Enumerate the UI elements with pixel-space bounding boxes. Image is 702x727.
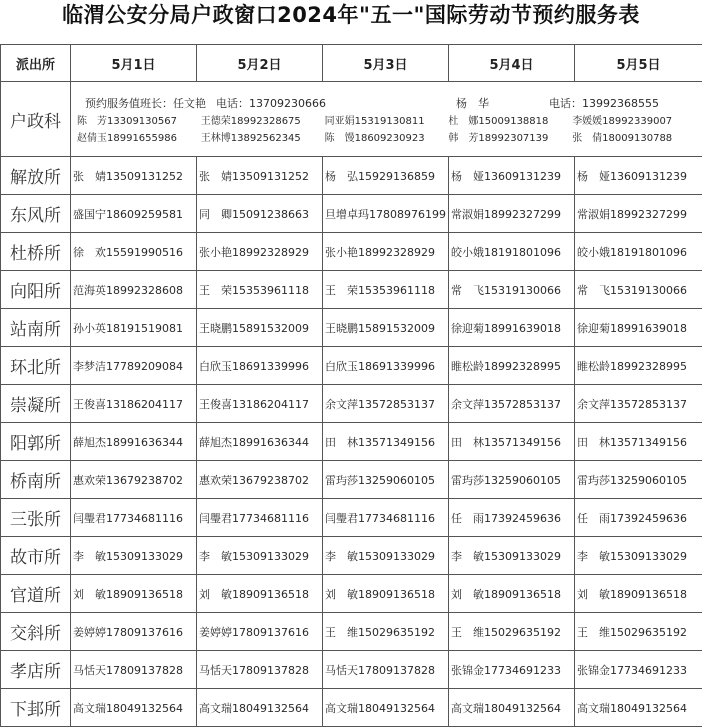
duty-contact-cell: 刘 敏18909136518 [323, 575, 449, 613]
duty-contact-cell: 范海英18992328608 [71, 271, 197, 309]
duty-contact-cell: 刘 敏18909136518 [449, 575, 575, 613]
duty-contact-cell: 王俊喜13186204117 [197, 385, 323, 423]
station-name: 站南所 [1, 309, 71, 347]
station-name: 解放所 [1, 157, 71, 195]
duty-contact-cell: 徐 欢15591990516 [71, 233, 197, 271]
duty-contact-cell: 张 婧13509131252 [197, 157, 323, 195]
staff-entry: 张 倩18009130788 [572, 129, 696, 144]
station-row [1, 613, 702, 651]
duty-contact-cell: 常 飞15319130066 [449, 271, 575, 309]
station-row [1, 651, 702, 689]
duty-contact-cell: 白欣玉18691339996 [323, 347, 449, 385]
duty-contact-cell: 王晓鹏15891532009 [323, 309, 449, 347]
duty-contact-cell: 马恬天17809137828 [323, 651, 449, 689]
duty-leader-line [71, 94, 702, 112]
station-row [1, 271, 702, 309]
duty-contact-cell: 张锦金17734691233 [449, 651, 575, 689]
station-row [1, 157, 702, 195]
header-date: 5月4日 [449, 45, 575, 82]
staff-entry: 赵倩玉18991655986 [77, 129, 201, 144]
station-name: 三张所 [1, 499, 71, 537]
duty-contact-cell: 闫璺君17734681116 [71, 499, 197, 537]
duty-contact-cell: 李 敏15309133029 [449, 537, 575, 575]
duty-contact-cell: 薛旭杰18991636344 [197, 423, 323, 461]
duty-contact-cell: 睢松龄18992328995 [575, 347, 702, 385]
duty-contact-cell: 王晓鹏15891532009 [197, 309, 323, 347]
phone-label: 电话： [549, 95, 582, 111]
duty-contact-cell: 王 维15029635192 [323, 613, 449, 651]
duty-contact-cell: 常 飞15319130066 [575, 271, 702, 309]
duty-contact-cell: 刘 敏18909136518 [575, 575, 702, 613]
duty-contact-cell: 张锦金17734691233 [575, 651, 702, 689]
station-name: 桥南所 [1, 461, 71, 499]
duty-contact-cell: 田 林13571349156 [449, 423, 575, 461]
duty-contact-cell: 高文瑞18049132564 [197, 689, 323, 727]
duty-contact-cell: 白欣玉18691339996 [197, 347, 323, 385]
staff-entry: 同亚娟15319130811 [325, 112, 449, 127]
duty-contact-cell: 马恬天17809137828 [71, 651, 197, 689]
duty-contact-cell: 余文萍13572853137 [323, 385, 449, 423]
duty-contact-cell: 高文瑞18049132564 [449, 689, 575, 727]
header-row [1, 45, 702, 82]
duty-contact-cell: 李 敏15309133029 [323, 537, 449, 575]
duty-contact-cell: 孙小英18191519081 [71, 309, 197, 347]
duty-contact-cell: 刘 敏18909136518 [197, 575, 323, 613]
header-date: 5月3日 [323, 45, 449, 82]
duty-contact-cell: 王 荣15353961118 [323, 271, 449, 309]
duty-contact-cell: 杨 弘15929136859 [323, 157, 449, 195]
duty-contact-cell: 杨 娅13609131239 [575, 157, 702, 195]
duty-contact-cell: 惠欢荣13679238702 [71, 461, 197, 499]
leader-label: 预约服务值班长： [85, 95, 173, 111]
phone-number: 13992368555 [582, 97, 659, 110]
duty-contact-cell: 田 林13571349156 [575, 423, 702, 461]
header-date: 5月2日 [197, 45, 323, 82]
station-row [1, 347, 702, 385]
duty-contact-cell: 高文瑞18049132564 [323, 689, 449, 727]
duty-contact-cell: 徐迎菊18991639018 [575, 309, 702, 347]
staff-entry: 李媛媛18992339007 [572, 112, 696, 127]
station-name: 交斜所 [1, 613, 71, 651]
duty-contact-cell: 李 敏15309133029 [575, 537, 702, 575]
staff-entry: 韩 芳18992307139 [448, 129, 572, 144]
duty-contact-cell: 惠欢荣13679238702 [197, 461, 323, 499]
huzheng-row [1, 82, 702, 157]
station-name: 杜桥所 [1, 233, 71, 271]
station-name: 向阳所 [1, 271, 71, 309]
duty-contact-cell: 李梦洁17789209084 [71, 347, 197, 385]
station-row [1, 423, 702, 461]
duty-contact-cell: 闫璺君17734681116 [323, 499, 449, 537]
duty-contact-cell: 王 维15029635192 [575, 613, 702, 651]
duty-contact-cell: 徐迎菊18991639018 [449, 309, 575, 347]
duty-contact-cell: 张小艳18992328929 [323, 233, 449, 271]
page-title: 临渭公安分局户政窗口2024年"五一"国际劳动节预约服务表 [0, 0, 702, 44]
leader-name: 杨 华 [456, 95, 489, 111]
station-name: 下邽所 [1, 689, 71, 727]
phone-label: 电话： [216, 95, 249, 111]
duty-contact-cell: 刘 敏18909136518 [71, 575, 197, 613]
duty-contact-cell: 田 林13571349156 [323, 423, 449, 461]
duty-contact-cell: 旦增卓玛17808976199 [323, 195, 449, 233]
leader-name: 任文艳 [173, 95, 206, 111]
duty-contact-cell: 王 荣15353961118 [197, 271, 323, 309]
phone-number: 13709230666 [249, 97, 326, 110]
duty-contact-cell: 睢松龄18992328995 [449, 347, 575, 385]
duty-contact-cell: 雷玙莎13259060105 [575, 461, 702, 499]
duty-contact-cell: 常淑娟18992327299 [449, 195, 575, 233]
duty-contact-cell: 常淑娟18992327299 [575, 195, 702, 233]
staff-entry: 王林博13892562345 [201, 129, 325, 144]
duty-contact-cell: 王俊喜13186204117 [71, 385, 197, 423]
station-row [1, 233, 702, 271]
huzheng-staff-list [71, 112, 702, 144]
station-name: 阳郭所 [1, 423, 71, 461]
staff-entry: 王德荣18992328675 [201, 112, 325, 127]
duty-contact-cell: 闫璺君17734681116 [197, 499, 323, 537]
station-row [1, 689, 702, 727]
station-name: 东风所 [1, 195, 71, 233]
station-row [1, 537, 702, 575]
huzheng-detail [71, 82, 702, 157]
station-name: 官道所 [1, 575, 71, 613]
station-name: 故市所 [1, 537, 71, 575]
duty-contact-cell: 余文萍13572853137 [449, 385, 575, 423]
duty-contact-cell: 马恬天17809137828 [197, 651, 323, 689]
duty-contact-cell: 姜婷婷17809137616 [197, 613, 323, 651]
duty-contact-cell: 姜婷婷17809137616 [71, 613, 197, 651]
duty-contact-cell: 皎小娥18191801096 [449, 233, 575, 271]
station-row [1, 499, 702, 537]
staff-entry: 陈 馒18609230923 [325, 129, 449, 144]
header-date: 5月1日 [71, 45, 197, 82]
duty-contact-cell: 盛国宁18609259581 [71, 195, 197, 233]
station-name: 孝店所 [1, 651, 71, 689]
duty-contact-cell: 李 敏15309133029 [71, 537, 197, 575]
staff-entry: 杜 娜15009138818 [448, 112, 572, 127]
duty-contact-cell: 张小艳18992328929 [197, 233, 323, 271]
duty-contact-cell: 皎小娥18191801096 [575, 233, 702, 271]
duty-contact-cell: 高文瑞18049132564 [575, 689, 702, 727]
duty-contact-cell: 同 卿15091238663 [197, 195, 323, 233]
duty-contact-cell: 杨 娅13609131239 [449, 157, 575, 195]
header-date: 5月5日 [575, 45, 702, 82]
duty-contact-cell: 薛旭杰18991636344 [71, 423, 197, 461]
station-name: 崇凝所 [1, 385, 71, 423]
duty-contact-cell: 任 雨17392459636 [449, 499, 575, 537]
duty-contact-cell: 李 敏15309133029 [197, 537, 323, 575]
header-station: 派出所 [1, 45, 71, 82]
station-row [1, 461, 702, 499]
station-row [1, 385, 702, 423]
station-name: 户政科 [1, 82, 71, 157]
duty-contact-cell: 王 维15029635192 [449, 613, 575, 651]
station-row [1, 309, 702, 347]
duty-contact-cell: 雷玙莎13259060105 [449, 461, 575, 499]
duty-contact-cell: 任 雨17392459636 [575, 499, 702, 537]
duty-contact-cell: 雷玙莎13259060105 [323, 461, 449, 499]
station-row [1, 195, 702, 233]
station-row [1, 575, 702, 613]
schedule-table [0, 44, 702, 727]
staff-entry: 陈 芳13309130567 [77, 112, 201, 127]
duty-contact-cell: 张 婧13509131252 [71, 157, 197, 195]
duty-contact-cell: 高文瑞18049132564 [71, 689, 197, 727]
station-name: 环北所 [1, 347, 71, 385]
duty-contact-cell: 余文萍13572853137 [575, 385, 702, 423]
